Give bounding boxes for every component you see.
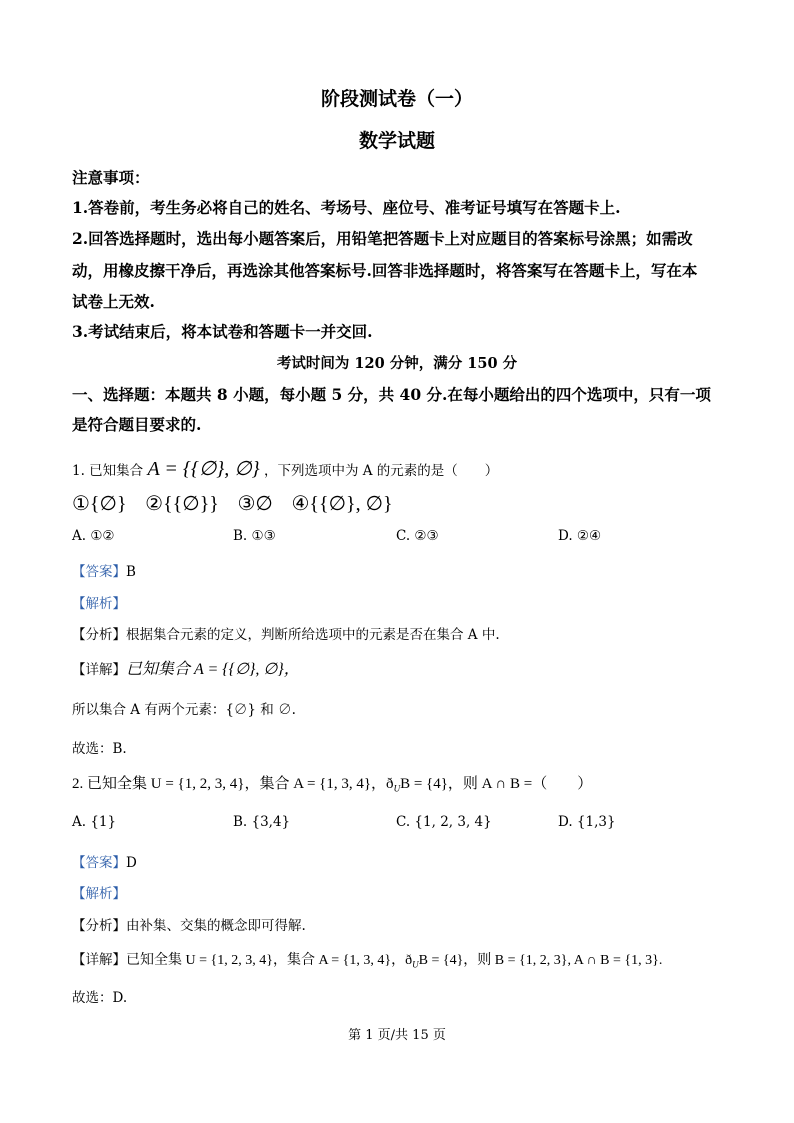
q2-answer: 【答案】D	[72, 855, 137, 871]
notice-item-2-line-2: 动，用橡皮擦干净后，再选涂其他答案标号.回答非选择题时，将答案写在答题卡上，写在本	[72, 261, 698, 280]
q2-option-c: C. {1, 2, 3, 4}	[396, 814, 492, 830]
q1-answer: 【答案】B	[72, 564, 136, 580]
notice-heading: 注意事项：	[72, 168, 150, 187]
exam-time: 考试时间为 120 分钟，满分 150 分	[276, 355, 518, 372]
q1-item-2: ②{{∅}}	[145, 493, 219, 515]
q1-option-a: A. ①②	[72, 528, 115, 544]
q1-item-4: ④{{∅}, ∅}	[291, 493, 393, 515]
q1-item-3: ③∅	[237, 493, 273, 515]
answer-tag: 【答案】	[72, 564, 126, 580]
q1-fenxi: 【分析】根据集合元素的定义，判断所给选项中的元素是否在集合 A 中.	[72, 627, 500, 643]
q1-option-b: B. ①③	[233, 528, 276, 544]
q2-option-a: A. {1}	[72, 814, 117, 830]
q2-option-d: D. {1,3}	[558, 814, 616, 830]
q2-stem: 2. 已知全集 U = {1, 2, 3, 4}，集合 A = {1, 3, 4}，$ð_UB = \{4\}$，则 A ∩ B =（ ）	[72, 776, 593, 794]
answer-tag: 【答案】	[72, 855, 126, 871]
q1-analysis-tag: 【解析】	[72, 596, 126, 612]
q1-items	[72, 491, 393, 516]
q1-item-1: ①{∅}	[72, 493, 127, 515]
q1-option-d: D. ②④	[558, 528, 602, 544]
page-footer: 第 1 页/共 15 页	[348, 1028, 446, 1043]
notice-item-2-line-3: 试卷上无效.	[72, 292, 155, 311]
notice-item-1: 1.答卷前，考生务必将自己的姓名、考场号、座位号、准考证号填写在答题卡上.	[72, 198, 621, 217]
q1-stem: 1. 已知集合 A = {{∅}, ∅} ，下列选项中为 A 的元素的是（ ）	[72, 458, 499, 480]
q1-elements-line: 所以集合 A 有两个元素：{∅} 和 ∅.	[72, 702, 296, 718]
q2-xiangjie: 【详解】已知全集 U = {1, 2, 3, 4}，集合 A = {1, 3, 4}，$ð_UB = \{4\}$，则 B = {1, 2, 3}, A ∩ B = {1, 3}.	[72, 952, 663, 970]
q1-option-c: C. ②③	[396, 528, 439, 544]
q1-set-expression: A = {{∅}, ∅}	[147, 458, 260, 480]
q2-fenxi: 【分析】由补集、交集的概念即可得解.	[72, 918, 306, 934]
section-heading-line-2: 是符合题目要求的.	[72, 415, 202, 434]
section-heading-line-1: 一、选择题：本题共 8 小题，每小题 5 分，共 40 分.在每小题给出的四个选项中，只有一项	[72, 385, 711, 404]
q2-conclusion: 故选：D.	[72, 990, 128, 1006]
q2-analysis-tag: 【解析】	[72, 886, 126, 902]
q1-xiangjie: 【详解】已知集合 A = {{∅}, ∅}，	[72, 661, 300, 678]
q2-option-b: B. {3,4}	[233, 814, 291, 830]
q1-conclusion: 故选：B.	[72, 741, 127, 757]
notice-item-3: 3.考试结束后，将本试卷和答题卡一并交回.	[72, 322, 373, 341]
page-title: 阶段测试卷（一）	[320, 88, 473, 110]
page-subtitle: 数学试题	[358, 130, 435, 152]
notice-item-2-line-1: 2.回答选择题时，选出每小题答案后，用铅笔把答题卡上对应题目的答案标号涂黑；如需改	[72, 229, 693, 248]
